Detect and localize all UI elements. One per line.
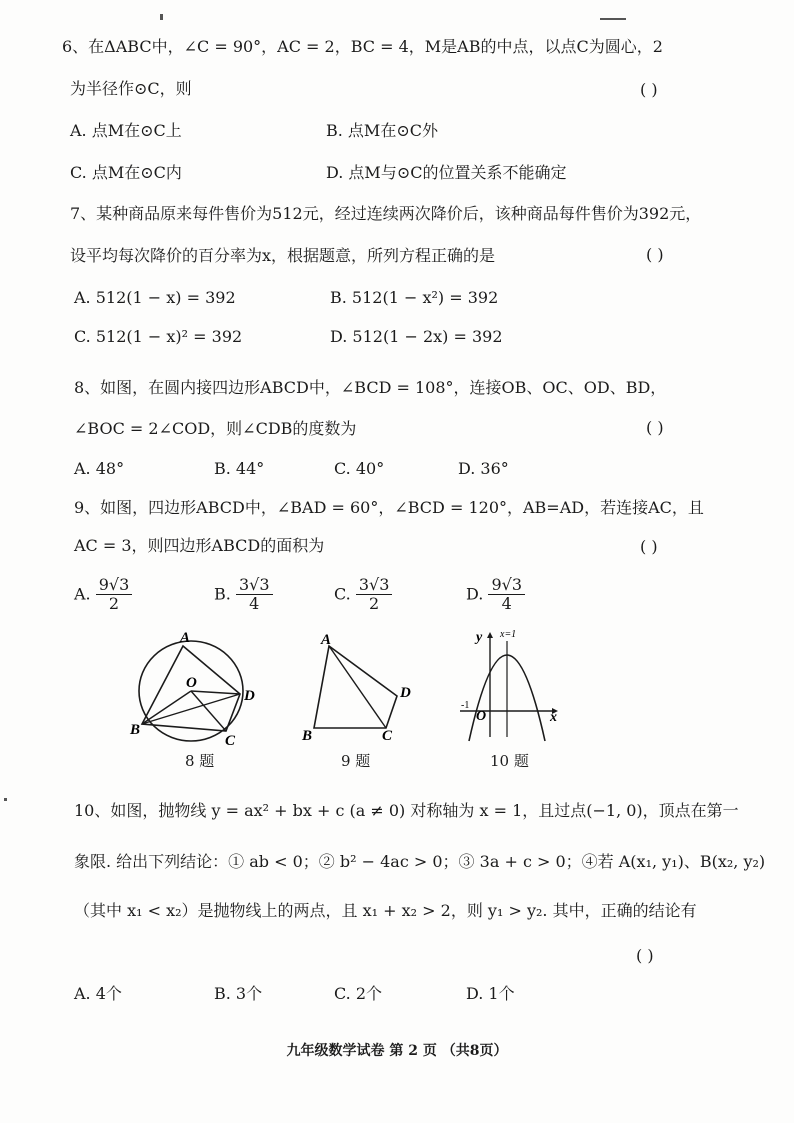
fig9-label-d: D bbox=[400, 685, 411, 701]
fraction-numerator: 3√3 bbox=[356, 576, 393, 595]
q9-option-b-label: B. bbox=[214, 584, 231, 604]
fig8-label-b: B bbox=[130, 722, 141, 738]
q7-option-c: C. 512(1 − x)² = 392 bbox=[74, 327, 243, 346]
fig8-segment-oc bbox=[191, 691, 226, 731]
fig10-label-axis: x=1 bbox=[500, 629, 517, 640]
q8-option-a: A. 48° bbox=[74, 459, 125, 478]
q7-option-a: A. 512(1 − x) = 392 bbox=[74, 288, 236, 307]
q9-option-c-fraction bbox=[356, 576, 393, 613]
q7-option-b: B. 512(1 − x²) = 392 bbox=[330, 288, 499, 307]
q10-option-d: D. 1个 bbox=[466, 984, 515, 1003]
q8-option-d: D. 36° bbox=[458, 459, 509, 478]
fig8-segment-od bbox=[191, 691, 240, 694]
q7-line2: 设平均每次降价的百分率为x，根据题意，所列方程正确的是 bbox=[70, 246, 496, 265]
fig9-label-b: B bbox=[302, 728, 313, 744]
fig8-label-d: D bbox=[244, 688, 255, 704]
q6-answer-blank: ( ) bbox=[640, 80, 658, 99]
q10-line1: 10、如图，抛物线 y = ax² + bx + c (a ≠ 0) 对称轴为 x = 1，且过点(−1, 0)，顶点在第一 bbox=[74, 801, 739, 820]
figure-8 bbox=[128, 630, 268, 750]
q9-option-d bbox=[466, 576, 525, 613]
fraction-denominator: 4 bbox=[249, 594, 260, 613]
fig10-label-x: x bbox=[550, 710, 557, 725]
q10-option-b: B. 3个 bbox=[214, 984, 263, 1003]
fig9-label-a: A bbox=[321, 632, 332, 648]
q9-line1: 9、如图，四边形ABCD中，∠BAD = 60°，∠BCD = 120°，AB=AD，若连接AC，且 bbox=[74, 498, 704, 517]
fig8-segment-bd bbox=[142, 694, 240, 724]
fig10-y-arrow bbox=[487, 632, 493, 638]
fig8-caption: 8 题 bbox=[185, 752, 215, 770]
q8-option-b: B. 44° bbox=[214, 459, 265, 478]
fig10-caption: 10 题 bbox=[490, 752, 529, 770]
fig9-quadrilateral bbox=[314, 646, 397, 728]
q9-option-a bbox=[74, 576, 132, 613]
fraction-numerator: 9√3 bbox=[96, 576, 133, 595]
figure-9 bbox=[296, 628, 420, 746]
page-footer: 九年级数学试卷 第 2 页 （共8页） bbox=[286, 1043, 508, 1059]
fraction-numerator: 3√3 bbox=[236, 576, 273, 595]
scan-speck bbox=[600, 18, 626, 20]
q6-option-d: D. 点M与⊙C的位置关系不能确定 bbox=[326, 163, 567, 182]
q9-option-a-fraction bbox=[96, 576, 133, 613]
q9-option-b-fraction bbox=[236, 576, 273, 613]
fraction-numerator: 9√3 bbox=[488, 576, 525, 595]
q9-option-c-label: C. bbox=[334, 584, 351, 604]
figure-10 bbox=[452, 625, 570, 745]
scan-speck bbox=[160, 14, 163, 20]
fig8-label-a: A bbox=[180, 630, 191, 646]
q10-option-c: C. 2个 bbox=[334, 984, 383, 1003]
fraction-denominator: 4 bbox=[501, 594, 512, 613]
q9-option-c bbox=[334, 576, 392, 613]
q8-answer-blank: ( ) bbox=[646, 418, 664, 437]
fig10-label-y: y bbox=[476, 630, 483, 645]
q7-answer-blank: ( ) bbox=[646, 245, 664, 264]
q6-option-c: C. 点M在⊙C内 bbox=[70, 163, 182, 182]
q10-line2: 象限. 给出下列结论：① ab < 0；② b² − 4ac > 0；③ 3a + c > 0；④若 A(x₁, y₁)、B(x₂, y₂) bbox=[74, 852, 766, 871]
fraction-denominator: 2 bbox=[108, 594, 120, 613]
q10-option-a: A. 4个 bbox=[74, 984, 122, 1003]
q9-option-d-label: D. bbox=[466, 584, 484, 604]
q9-line2: AC = 3，则四边形ABCD的面积为 bbox=[74, 536, 325, 555]
q6-line2: 为半径作⊙C，则 bbox=[70, 79, 192, 98]
q7-option-d: D. 512(1 − 2x) = 392 bbox=[330, 327, 503, 346]
fig10-label-neg1: -1 bbox=[461, 700, 470, 711]
q9-option-a-label: A. bbox=[74, 584, 91, 604]
fig9-caption: 9 题 bbox=[341, 752, 371, 770]
q9-option-d-fraction bbox=[488, 576, 525, 613]
scan-speck bbox=[4, 798, 7, 801]
q8-line1: 8、如图，在圆内接四边形ABCD中，∠BCD = 108°，连接OB、OC、OD、BD， bbox=[74, 378, 667, 397]
q9-answer-blank: ( ) bbox=[640, 537, 658, 556]
q9-option-b bbox=[214, 576, 273, 613]
fig8-label-o: O bbox=[186, 675, 197, 691]
q8-option-c: C. 40° bbox=[334, 459, 385, 478]
q7-line1: 7、某种商品原来每件售价为512元，经过连续两次降价后，该种商品每件售价为392元， bbox=[70, 204, 702, 223]
fig8-segment-ob bbox=[142, 691, 191, 724]
q10-answer-blank: ( ) bbox=[636, 946, 654, 965]
q6-option-a: A. 点M在⊙C上 bbox=[70, 121, 182, 140]
q6-line1: 6、在ΔABC中，∠C = 90°，AC = 2，BC = 4，M是AB的中点，以点C为圆心，2 bbox=[62, 37, 663, 56]
q6-option-b: B. 点M在⊙C外 bbox=[326, 121, 438, 140]
fig10-label-o: O bbox=[476, 709, 487, 724]
fraction-denominator: 2 bbox=[369, 594, 380, 613]
fig9-diagonal-ac bbox=[329, 646, 386, 728]
fig9-label-c: C bbox=[382, 728, 393, 744]
q8-line2: ∠BOC = 2∠COD，则∠CDB的度数为 bbox=[74, 419, 357, 438]
q10-line3: （其中 x₁ < x₂）是抛物线上的两点，且 x₁ + x₂ > 2，则 y₁ > y₂. 其中，正确的结论有 bbox=[74, 901, 697, 920]
fig8-label-c: C bbox=[225, 733, 236, 749]
